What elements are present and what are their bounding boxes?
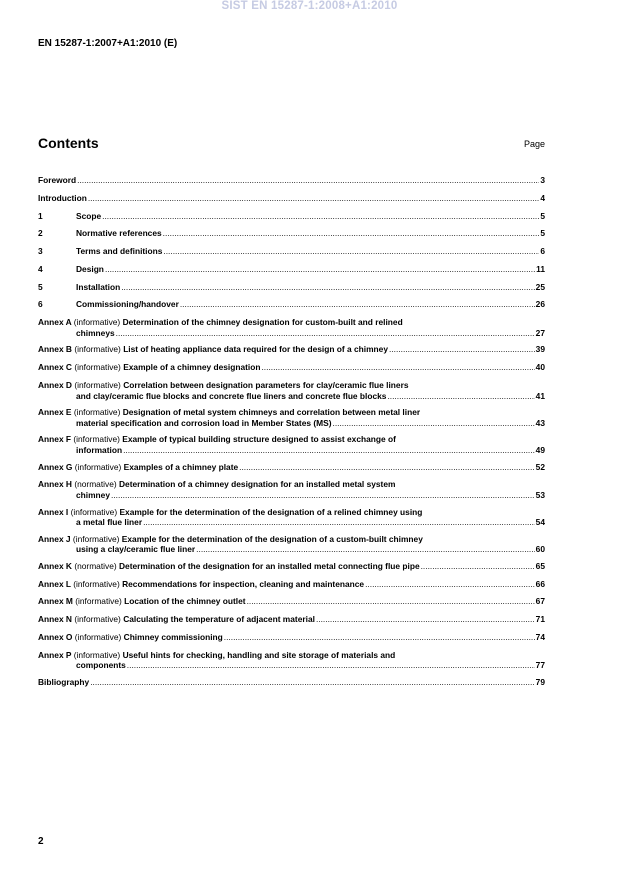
dot-leader	[387, 391, 534, 402]
dot-leader	[389, 344, 535, 355]
annex-kind: (informative)	[74, 362, 121, 373]
annex-label: Annex G	[38, 461, 73, 472]
toc-page-number: 54	[535, 517, 545, 528]
toc-page-number: 39	[535, 344, 545, 355]
annex-kind: (informative)	[73, 578, 120, 589]
toc-entry[interactable]	[38, 579, 545, 590]
clause-number: 6	[38, 299, 43, 310]
clause-title: Terms and definitions	[76, 246, 163, 257]
toc-entry-title	[38, 362, 260, 373]
annex-title-line-1: Designation of metal system chimneys and correlation between metal liner	[122, 407, 421, 418]
dot-leader	[127, 660, 535, 671]
annex-title-line-1: Determination of a chimney designation for an installed metal system	[119, 479, 396, 490]
toc-entry[interactable]	[38, 246, 545, 257]
annex-title-line-1: Correlation between designation parameters for clay/ceramic flue liners	[123, 380, 409, 390]
toc-entry[interactable]	[38, 479, 545, 500]
annex-title-line-2: components	[76, 660, 126, 671]
dot-leader	[316, 614, 535, 625]
contents-title: Contents	[38, 135, 99, 151]
toc-entry[interactable]	[38, 462, 545, 473]
toc-page-number: 60	[535, 544, 545, 555]
watermark: SIST EN 15287-1:2008+A1:2010	[221, 0, 398, 12]
toc-page-number: 3	[540, 175, 545, 185]
annex-label: Annex F	[38, 434, 72, 445]
annex-label: Annex N	[38, 614, 72, 625]
annex-title-line-1: Example for the determination of the designation of a custom-built chimney	[121, 533, 423, 544]
toc-page-number: 49	[535, 444, 545, 455]
toc-entry[interactable]	[38, 264, 545, 275]
toc-entry-title	[38, 561, 420, 572]
toc-entry-title	[38, 317, 403, 328]
toc-page-number: 74	[535, 632, 545, 643]
annex-kind: (informative)	[74, 344, 121, 355]
toc-entry-title	[38, 614, 315, 625]
toc-page-number: 53	[535, 489, 545, 500]
clause-number: 1	[38, 210, 43, 221]
toc-entry-title	[38, 479, 395, 490]
dot-leader	[105, 264, 535, 275]
clause-number: 5	[38, 281, 43, 292]
annex-kind: (informative)	[74, 461, 122, 472]
clause-title: Design	[76, 263, 104, 274]
dot-leader	[261, 362, 534, 373]
annex-kind: (informative)	[74, 632, 122, 643]
toc-entry-title	[38, 507, 422, 518]
annex-title-line-1: Determination of the designation for an installed metal connecting flue pipe	[119, 560, 420, 571]
annex-title-line-1: Recommendations for inspection, cleaning and maintenance	[122, 578, 365, 589]
toc-page-number: 11	[536, 263, 545, 274]
toc-page-number: 79	[535, 677, 545, 687]
annex-title-line-1: Useful hints for checking, handling and site storage of materials and	[122, 649, 396, 660]
toc-entry-title	[38, 407, 420, 418]
clause-title: Installation	[76, 281, 121, 292]
toc-page-number: 52	[535, 461, 545, 472]
toc-entry[interactable]	[38, 228, 545, 239]
toc-page-number: 71	[535, 614, 545, 625]
dot-leader	[247, 596, 535, 607]
annex-label: Annex D	[38, 380, 72, 390]
toc-entry-title	[38, 282, 120, 293]
toc-page-number: 40	[535, 362, 545, 373]
toc-page-number: 41	[535, 390, 545, 401]
dot-leader	[143, 517, 535, 528]
annex-kind: (informative)	[75, 596, 122, 607]
annex-kind: (informative)	[73, 407, 121, 418]
dot-leader	[121, 282, 534, 293]
annex-label: Annex O	[38, 632, 73, 643]
toc-entry[interactable]	[38, 344, 545, 355]
annex-title-line-1: Chimney commissioning	[123, 632, 223, 643]
annex-title-line-1: List of heating appliance data required for the design of a chimney	[123, 344, 388, 355]
toc-page-number: 4	[540, 192, 545, 203]
toc-entry[interactable]	[38, 317, 545, 338]
dot-leader	[90, 677, 534, 688]
toc-entry-title	[38, 193, 87, 204]
dot-leader	[123, 445, 535, 456]
toc-entry-title	[38, 228, 162, 239]
toc-page-number: 5	[540, 228, 545, 239]
clause-title: Scope	[76, 210, 102, 221]
annex-label: Annex L	[38, 578, 71, 589]
annex-title-line-2: chimney	[76, 489, 110, 500]
dot-leader	[365, 579, 535, 590]
annex-title-line-1: Location of the chimney outlet	[124, 596, 246, 607]
annex-label: Annex C	[38, 362, 72, 373]
annex-kind: (informative)	[70, 506, 118, 517]
dot-leader	[102, 211, 539, 222]
annex-kind: (normative)	[74, 560, 117, 571]
annex-kind: (informative)	[73, 649, 121, 660]
annex-kind: (informative)	[73, 317, 121, 328]
toc-entry[interactable]	[38, 282, 545, 293]
toc-entry[interactable]	[38, 362, 545, 373]
toc-page-number: 25	[535, 281, 545, 292]
clause-title: Normative references	[76, 228, 162, 239]
dot-leader	[239, 462, 535, 473]
toc-entry-title	[38, 677, 89, 688]
annex-kind: (informative)	[73, 434, 120, 445]
toc-entry-title	[38, 434, 396, 445]
clause-title: Foreword	[38, 175, 77, 185]
toc-entry-title	[38, 534, 423, 545]
toc-page-number: 26	[535, 299, 545, 310]
toc-entry-title	[38, 579, 364, 590]
clause-number: 4	[38, 263, 43, 274]
toc-entry[interactable]	[38, 534, 545, 555]
toc-entry-title	[38, 650, 395, 661]
toc-entry-title	[38, 211, 101, 222]
toc-entry[interactable]	[38, 175, 545, 186]
toc-entry[interactable]	[38, 507, 545, 528]
toc-entry[interactable]	[38, 632, 545, 643]
annex-title-line-2: chimneys	[76, 327, 115, 338]
dot-leader	[77, 175, 539, 186]
annex-label: Annex H	[38, 479, 72, 490]
annex-title-line-2: information	[76, 444, 123, 455]
annex-title-line-1: Example of a chimney designation	[123, 362, 261, 373]
toc-entry[interactable]	[38, 677, 545, 688]
toc-entry[interactable]	[38, 299, 545, 310]
annex-title-line-1: Example for the determination of the designation of a relined chimney using	[119, 506, 423, 517]
clause-title: Commissioning/handover	[76, 299, 179, 310]
toc-entry-title	[38, 264, 104, 275]
annex-title-line-1: Determination of the chimney designation for custom-built and relined	[122, 317, 403, 328]
toc-entry[interactable]	[38, 561, 545, 572]
toc-entry-title	[38, 344, 388, 355]
annex-title-line-1: Calculating the temperature of adjacent material	[123, 614, 315, 625]
annex-label: Annex K	[38, 560, 72, 571]
toc-entry-title	[38, 596, 246, 607]
dot-leader	[180, 299, 535, 310]
page-number: 2	[38, 836, 44, 847]
toc-page-number: 67	[535, 596, 545, 607]
toc-entry[interactable]	[38, 434, 545, 455]
toc-entry-title	[38, 246, 162, 257]
annex-title-line-1: Example of typical building structure designed to assist exchange of	[122, 434, 396, 445]
dot-leader	[88, 193, 539, 204]
toc-entry[interactable]	[38, 596, 545, 607]
annex-kind: (informative)	[74, 614, 121, 625]
dot-leader	[421, 561, 535, 572]
toc-entry[interactable]	[38, 407, 545, 428]
clause-number: 3	[38, 246, 43, 257]
toc-entry-title	[38, 299, 179, 310]
toc-entry[interactable]	[38, 380, 545, 401]
clause-title: Bibliography	[38, 677, 90, 687]
document-reference: EN 15287-1:2007+A1:2010 (E)	[38, 38, 178, 49]
toc-entry-title	[38, 175, 76, 186]
dot-leader	[196, 544, 535, 555]
table-of-contents	[38, 175, 545, 695]
toc-page-number: 77	[535, 660, 545, 671]
toc-entry-title	[38, 462, 238, 473]
dot-leader	[333, 418, 535, 429]
annex-label: Annex J	[38, 533, 71, 544]
annex-label: Annex E	[38, 407, 72, 418]
annex-title-line-2: using a clay/ceramic flue liner	[76, 544, 196, 555]
annex-title-line-1: Examples of a chimney plate	[123, 461, 239, 472]
toc-page-number: 6	[540, 246, 545, 257]
toc-entry[interactable]	[38, 193, 545, 204]
toc-entry[interactable]	[38, 211, 545, 222]
annex-label: Annex A	[38, 317, 72, 328]
annex-kind: (informative)	[72, 533, 120, 544]
toc-page-number: 65	[535, 560, 545, 571]
toc-entry-title	[38, 380, 409, 391]
annex-title-line-2: and clay/ceramic flue blocks and concrete flue liners and concrete flue blocks	[76, 390, 387, 401]
annex-label: Annex P	[38, 649, 72, 660]
dot-leader	[116, 328, 535, 339]
annex-title-line-2: material specification and corrosion load in Member States (MS)	[76, 417, 332, 428]
toc-entry-title	[38, 632, 223, 643]
toc-page-number: 43	[535, 417, 545, 428]
dot-leader	[224, 632, 535, 643]
clause-title: Introduction	[38, 192, 87, 203]
dot-leader	[111, 490, 535, 501]
dot-leader	[163, 246, 539, 257]
toc-entry[interactable]	[38, 650, 545, 671]
annex-label: Annex B	[38, 344, 72, 355]
annex-kind: (normative)	[74, 479, 117, 490]
toc-page-number: 5	[540, 210, 545, 221]
toc-page-number: 27	[535, 327, 545, 338]
toc-page-number: 66	[535, 578, 545, 589]
annex-label: Annex M	[38, 596, 73, 607]
toc-entry[interactable]	[38, 614, 545, 625]
annex-label: Annex I	[38, 506, 69, 517]
annex-kind: (informative)	[74, 380, 121, 390]
clause-number: 2	[38, 228, 43, 239]
page-column-label: Page	[523, 139, 545, 149]
annex-title-line-2: a metal flue liner	[76, 517, 143, 528]
dot-leader	[163, 228, 540, 239]
